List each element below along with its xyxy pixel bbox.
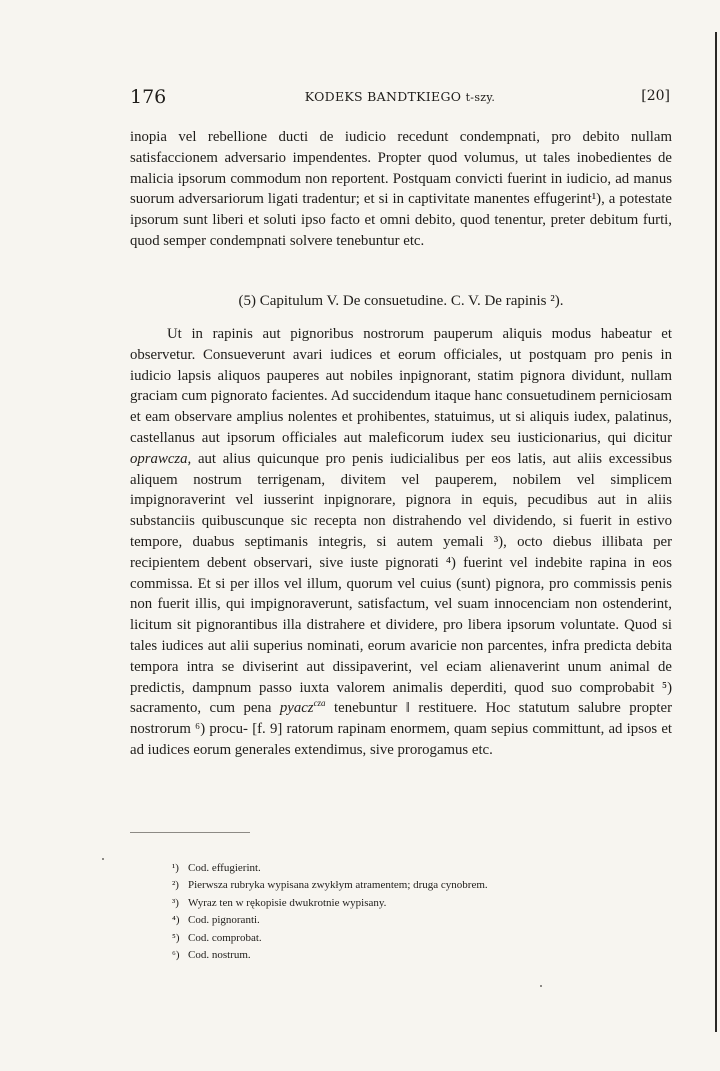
- footnote-mark: ¹): [172, 862, 179, 874]
- paragraph-2-part-a: Ut in rapinis aut pignoribus nostrorum pauperum aliquis modus habeatur et observetur. Consueverunt avari iudices et eorum officiales, ut postquam pro penis in iudicio lapsis aliquos pauperes aut nobiles inpignorant, statim pignora dividunt, nullam graciam cum pignorato facientes. Ad succidendum itaque hanc consuetudinem perniciosam et eam observare amplius nolentes et prohibentes, statuimus, ut si aliquis iudex, palatinus, castellanus aut ipsorum officiales aut maleficorum iudex seu iusticionarius, qui dicitur: [130, 326, 672, 446]
- footnote-mark: ⁴): [172, 914, 180, 927]
- footnote-mark: ³): [172, 896, 179, 909]
- footnote-text: Cod. effugierint.: [188, 862, 261, 874]
- footnote-item: [172, 947, 652, 964]
- paragraph-2-part-d: ratorum rapinam enormem, quam sepius committunt, ad ipsos et ad iudices eorum generales extendimus, sive prorogamus etc.: [130, 721, 672, 758]
- footnote-mark: ⁶): [172, 949, 180, 962]
- folio-marker: [f. 9]: [252, 721, 283, 738]
- superscript-abbreviation: cza: [313, 698, 326, 709]
- footnotes: [172, 860, 652, 964]
- footnote-item: [172, 912, 652, 929]
- footnote-item: [172, 860, 652, 877]
- page-number: 176: [130, 86, 167, 108]
- section-tag: [20]: [641, 88, 670, 104]
- footnote-text: Pierwsza rubryka wypisana zwykłym atramentem; druga cynobrem.: [188, 879, 488, 892]
- footnote-rule: [130, 832, 250, 833]
- footnote-item: [172, 895, 652, 912]
- paragraph-1: inopia vel rebellione ducti de iudicio recedunt condempnati, pro debito nullam satisfaccionem adversario impendentes. Propter quod volumus, ut tales inobedientes de malicia ipsorum commodum non reportent. Postquam convicti fuerint in iudicio, ad manus suorum adversariorum ligati tradentur; et si in captivitate manentes effugerint¹), a potestate ipsorum sunt liberi et soluti ipso facto et omni debito, quod tenentur, preter debitum furti, quod semper condempnati solvere tenebuntur etc.: [130, 129, 672, 249]
- paragraph-2-part-c: tenebuntur ‖ restituere. Hoc statutum salubre propter nostrorum ⁶) procu-: [130, 700, 673, 738]
- footnote-text: Wyraz ten w rękopisie dwukrotnie wypisany.: [188, 896, 387, 909]
- footnote-text: Cod. nostrum.: [188, 949, 251, 962]
- page-header: [130, 86, 670, 108]
- italic-term-oprawcza: oprawcza,: [130, 450, 192, 467]
- paper-speck: [540, 985, 542, 987]
- footnote-item: [172, 930, 652, 947]
- italic-term-pyacz-text: pyacz: [279, 700, 314, 717]
- footnote-text: Cod. comprobat.: [188, 931, 262, 944]
- running-title-text: KODEKS BANDTKIEGO: [304, 89, 462, 104]
- footnote-text: Cod. pignoranti.: [188, 914, 260, 927]
- page-edge-line: [715, 32, 717, 1032]
- footnote-item: [172, 877, 652, 894]
- paragraph-2: [130, 324, 672, 761]
- paper-speck: [102, 858, 104, 860]
- paragraph-2-part-b: aut alius quicunque pro penis iudicialibus per eos latis, aut aliis excessibus aliquem nostrum terrigenam, divitem vel pauperem, nobilem vel simplicem impignoraverint vel iusserint inpignorare, pignora in equis, pecudibus aut in aliis substanciis quibuscunque sic recepta non distrahendo vel dividendo, si fuerit in estivo tempore, duabus septimanis integris, si autem yemali ³), octo diebus illibata per recipientem debent observari, sive iuste pignorati ⁴) fuerint vel indebite rapina in eos commissa. Et si per illos vel illum, quorum vel cuius (sunt) pignora, pro commissis penis non fuerit illis, qui impignoraverunt, satisfactum, vel suam innocenciam non ostenderint, licitum sit pignorantibus illa distrahere et dividere, pro libera ipsorum voluntate. Quod si tales iudices aut alii superius nominati, eorum avaricie non parcentes, infra predicta debita tempora intra se diviserint aut dissipaverint, vel eciam alienaverint unum animal de predictis, dampnum passo iuxta valorem animalis deperditi, quod suo comprobabit ⁵) sacramento, cum pena: [130, 450, 672, 717]
- italic-term-pyacz: [280, 700, 326, 716]
- running-title-suffix: t-szy.: [465, 91, 496, 104]
- footnote-mark: ²): [172, 879, 179, 892]
- chapter-heading: (5) Capitulum V. De consuetudine. C. V. De rapinis ²).: [238, 293, 564, 309]
- running-title: [130, 89, 670, 104]
- footnote-mark: ⁵): [172, 931, 180, 944]
